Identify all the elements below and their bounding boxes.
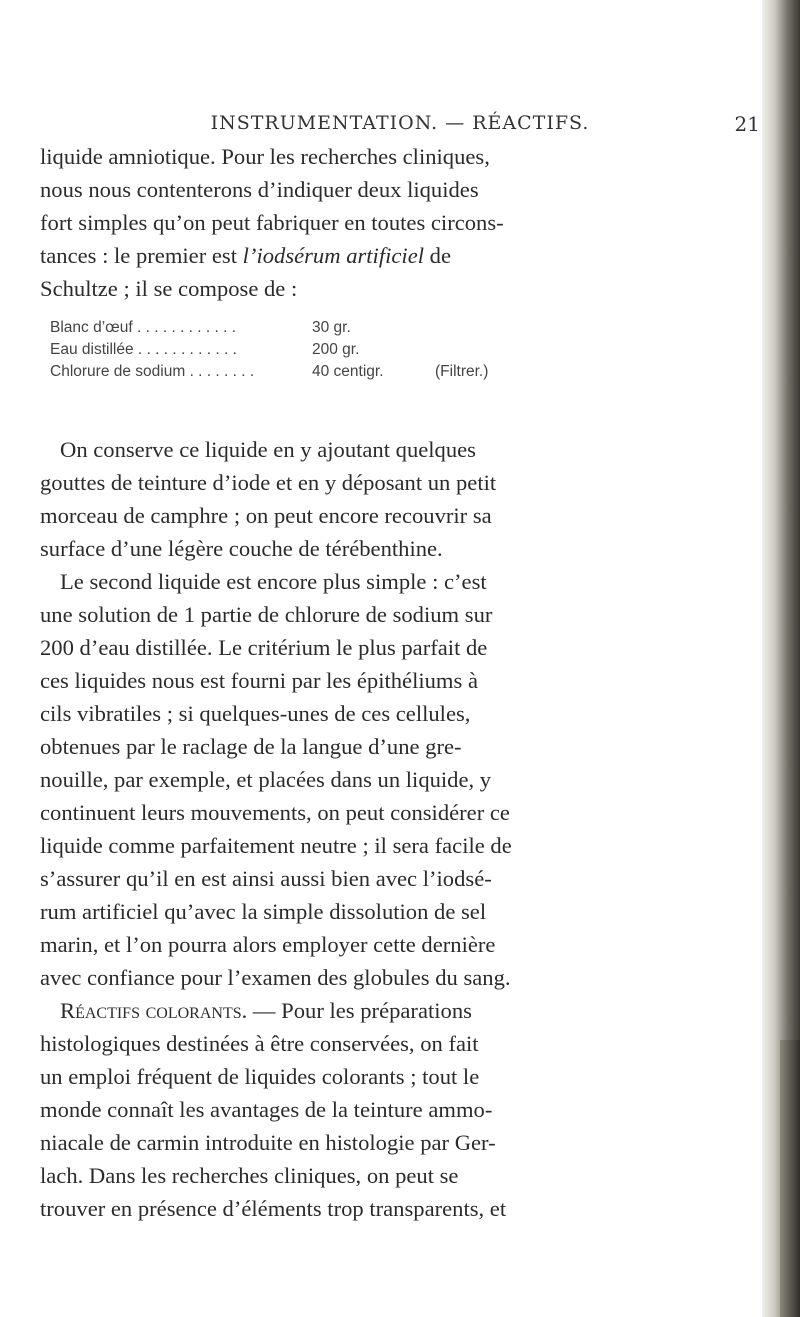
recipe-row [50, 363, 730, 387]
text-line: liquide amniotique. Pour les recherches cliniques, [40, 144, 490, 169]
text-fragment: tances : le premier est [40, 243, 237, 268]
text-line [40, 994, 755, 1027]
text-line: On conserve ce liquide en y ajoutant quelques [60, 437, 476, 462]
text-fragment: — Pour les préparations [247, 998, 472, 1023]
text-line: surface d’une légère couche de térébenthine. [40, 536, 443, 561]
text-line: un emploi fréquent de liquides colorants ; tout le [40, 1064, 480, 1089]
ingredient-note: (Filtrer.) [435, 363, 489, 380]
body-text [40, 140, 755, 1225]
recipe-row [50, 319, 730, 343]
text-line: histologiques destinées à être conservées, on fait [40, 1031, 479, 1056]
text-line: monde connaît les avantages de la teinture ammo- [40, 1097, 493, 1122]
text-line: liquide comme parfaitement neutre ; il sera facile de [40, 833, 512, 858]
text-line: avec confiance pour l’examen des globules du sang. [40, 965, 511, 990]
ingredient-name: Blanc d’œuf . . . . . . . . . . . . [50, 319, 237, 336]
ingredient-quantity: 200 gr. [312, 341, 360, 358]
text-line: trouver en présence d’éléments trop transparents, et [40, 1196, 507, 1221]
text-line: ces liquides nous est fourni par les épithéliums à [40, 668, 478, 693]
ingredient-name: Chlorure de sodium . . . . . . . . [50, 363, 255, 380]
text-line: continuent leurs mouvements, on peut considérer ce [40, 800, 510, 825]
text-line: nouille, par exemple, et placées dans un liquide, y [40, 767, 492, 792]
text-line: fort simples qu’on peut fabriquer en toutes circons- [40, 210, 504, 235]
text-line: Le second liquide est encore plus simple : c’est [60, 569, 487, 594]
recipe-row [50, 341, 730, 365]
ingredient-quantity: 30 gr. [312, 319, 351, 336]
text-fragment: de [424, 243, 451, 268]
ingredient-quantity: 40 centigr. [312, 363, 384, 380]
page-number: 21 [734, 112, 760, 136]
text-line: nous nous contenterons d’indiquer deux liquides [40, 177, 479, 202]
text-line: lach. Dans les recherches cliniques, on peut se [40, 1163, 459, 1188]
text-line: une solution de 1 partie de chlorure de sodium sur [40, 602, 493, 627]
text-line: rum artificiel qu’avec la simple dissolution de sel [40, 899, 487, 924]
recipe-table [40, 319, 755, 429]
running-head: INSTRUMENTATION. — RÉACTIFS. [210, 112, 590, 134]
italic-term: l’iodsérum artificiel [242, 243, 424, 268]
section-heading: Réactifs colorants. [60, 998, 248, 1023]
book-page-edge [762, 0, 800, 1317]
text-line [40, 239, 755, 272]
text-line: gouttes de teinture d’iode et en y déposant un petit [40, 470, 497, 495]
text-line: marin, et l’on pourra alors employer cette dernière [40, 932, 496, 957]
page-header [40, 112, 760, 142]
text-line: cils vibratiles ; si quelques-unes de ces cellules, [40, 701, 471, 726]
ingredient-name: Eau distillée . . . . . . . . . . . . [50, 341, 237, 358]
text-line: morceau de camphre ; on peut encore recouvrir sa [40, 503, 492, 528]
text-line: obtenues par le raclage de la langue d’une gre- [40, 734, 462, 759]
text-line: 200 d’eau distillée. Le critérium le plus parfait de [40, 635, 488, 660]
text-line: s’assurer qu’il en est ainsi aussi bien avec l’iodsé- [40, 866, 492, 891]
text-line: Schultze ; il se compose de : [40, 276, 298, 301]
text-line: niacale de carmin introduite en histologie par Ger- [40, 1130, 496, 1155]
